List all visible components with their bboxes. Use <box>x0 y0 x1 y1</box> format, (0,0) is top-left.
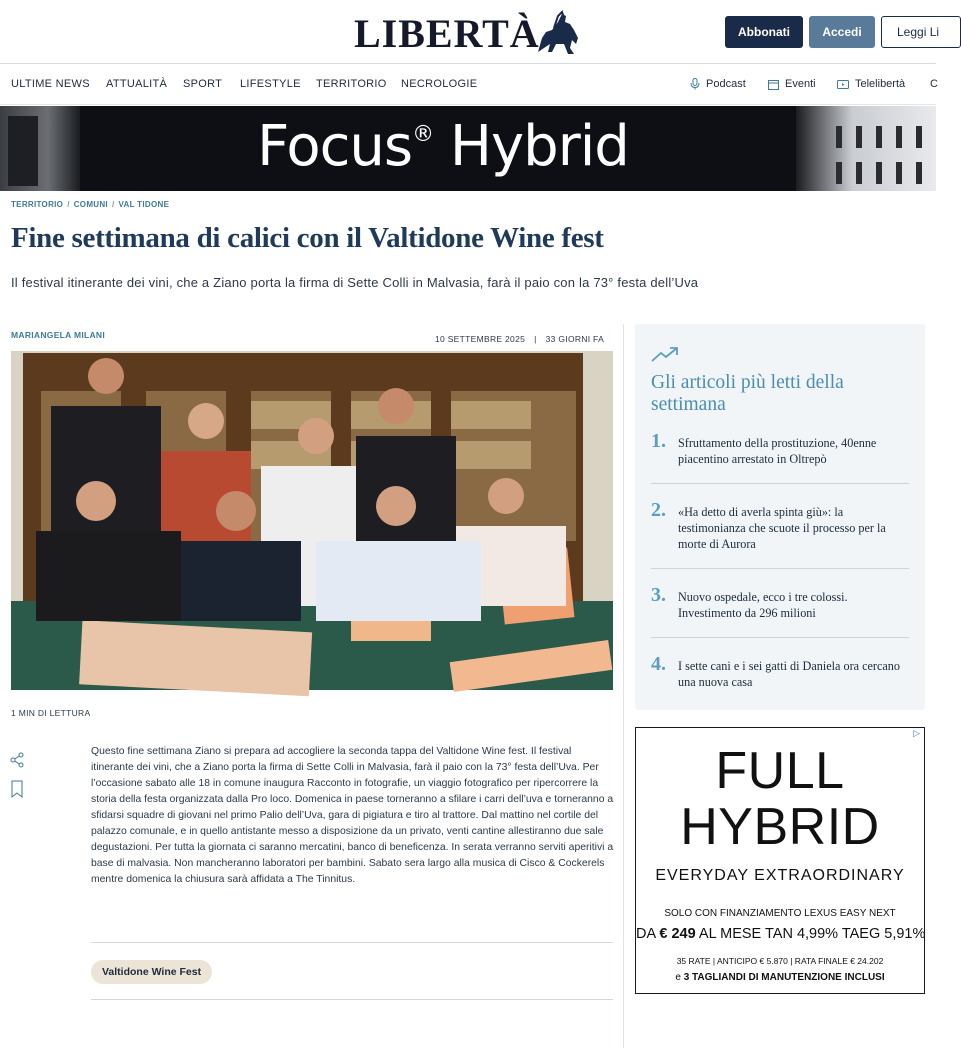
ad-tagline: EVERYDAY EXTRAORDINARY <box>655 867 905 884</box>
most-read-link[interactable]: Sfruttamento della prostituzione, 40enne piacentino arrestato in Oltrepò <box>678 436 877 466</box>
divider <box>91 999 613 1000</box>
read-edition-button[interactable]: Leggi Li <box>881 16 961 48</box>
breadcrumb-val-tidone[interactable]: VAL TIDONE <box>118 200 170 209</box>
most-read-number: 3. <box>651 584 666 606</box>
nav-teleliberta[interactable] <box>837 78 905 90</box>
bookmark-icon[interactable] <box>10 780 24 803</box>
nav-item-lifestyle[interactable]: LIFESTYLE <box>240 78 301 90</box>
subscribe-button[interactable]: Abbonati <box>725 16 803 48</box>
most-read-number: 2. <box>651 499 666 521</box>
divider <box>651 483 909 484</box>
article-date: 10 SETTEMBRE 2025 <box>435 334 526 344</box>
site-header <box>0 0 940 64</box>
column-divider <box>623 324 624 1048</box>
nav-podcast-label: Podcast <box>706 78 746 90</box>
login-button[interactable]: Accedi <box>809 16 875 48</box>
article-body: Questo fine settimana Ziano si prepara ad accogliere la seconda tappa del Valtidone Wine fest. Il festival itinerante dei vini, che a Ziano porta la firma di Sette Colli in Malvasia, farà il paio con la 73° festa dell’Uva. Per l’occasione sabato alle 18 in comune inaugura Racconto in fotografie, un viaggio fotografico per ripercorrere la storia della festa organizzata dalla Pro loco. Domenica in paese torneranno a sfilare i carri dell’uva e torneranno a sfidarsi squadre di giovani nel primo Palio dell’Uva, gara di pigiatura e tiro al trattore. Dal mattino nel cortile del palazzo comunale, e in quello antistante messo a disposizione da un privato, venti cantine allestiranno due sale degustazioni. Per tutta la giornata ci saranno mercatini, banco di beneficenza. In serata verranno serviti aperitivi a base di malvasia. Non mancheranno laboratori per bambini. Sabato sera largo alla musica di Cisco & Cockerels mentre domenica la chiusura sarà affidata a The Tinnitus. <box>91 746 614 885</box>
ad-price: DA € 249 AL MESE TAN 4,99% TAEG 5,91% <box>636 926 926 942</box>
most-read-link[interactable]: «Ha detto di averla spinta giù»: la testimonianza che scuote il processo per la morte di Aurora <box>678 505 886 551</box>
microphone-icon <box>690 78 700 90</box>
nav-podcast[interactable] <box>690 78 746 90</box>
trending-up-icon <box>651 346 679 367</box>
nav-eventi[interactable] <box>768 78 816 90</box>
calendar-icon <box>768 79 779 90</box>
ad-financing: SOLO CON FINANZIAMENTO LEXUS EASY NEXT <box>664 908 896 919</box>
breadcrumb-comuni[interactable]: COMUNI <box>73 200 108 209</box>
nav-item-ultime-news[interactable]: ULTIME NEWS <box>11 78 90 90</box>
ad-line-full: FULL <box>715 742 845 800</box>
breadcrumb: TERRITORIO / COMUNI / VAL TIDONE <box>11 200 170 209</box>
article-subtitle: Il festival itinerante dei vini, che a Ziano porta la firma di Sette Colli in Malvasia, farà il paio con la 73° festa dell’Uva <box>11 275 699 290</box>
breadcrumb-territorio[interactable]: TERRITORIO <box>11 200 64 209</box>
ad-service: e 3 TAGLIANDI DI MANUTENZIONE INCLUSI <box>675 972 885 983</box>
nav-eventi-label: Eventi <box>785 78 816 90</box>
divider <box>91 942 613 943</box>
article-date-line: 10 SETTEMBRE 2025 | 33 GIORNI FA <box>435 334 605 344</box>
article-author[interactable]: MARIANGELA MILANI <box>11 330 106 340</box>
most-read-title: Gli articoli più letti della settimana <box>651 372 844 415</box>
divider <box>651 637 909 638</box>
article-photo-image <box>11 351 613 690</box>
sidebar-ad[interactable] <box>635 727 925 994</box>
adchoices-icon[interactable]: ▷ <box>913 728 920 738</box>
most-read-link[interactable]: I sette cani e i sei gatti di Daniela ora cercano una nuova casa <box>678 659 900 689</box>
ad-rates: 35 RATE | ANTICIPO € 5.870 | RATA FINALE € 24.202 <box>676 956 884 966</box>
horse-rider-icon <box>532 8 582 58</box>
main-nav <box>0 65 939 105</box>
nav-item-necrologie[interactable]: NECROLOGIE <box>401 78 478 90</box>
article-title: Fine settimana di calici con il Valtidone Wine fest <box>11 222 604 254</box>
top-banner-ad[interactable] <box>0 106 936 191</box>
most-read-number: 1. <box>651 430 666 452</box>
nav-item-attualita[interactable]: ATTUALITÀ <box>106 78 168 90</box>
article-tag[interactable]: Valtidone Wine Fest <box>91 960 212 984</box>
article-ago: 33 GIORNI FA <box>545 334 605 344</box>
read-time: 1 MIN DI LETTURA <box>11 708 91 718</box>
banner-headline: Focus® Hybrid <box>257 114 629 179</box>
most-read-link[interactable]: Nuovo ospedale, ecco i tre colossi. Investimento da 296 milioni <box>678 590 848 620</box>
article-photo[interactable] <box>11 351 613 690</box>
site-logo[interactable] <box>354 10 582 56</box>
tv-icon <box>837 79 849 90</box>
share-icon[interactable] <box>10 752 24 773</box>
most-read-number: 4. <box>651 653 666 675</box>
nav-teleliberta-label: Telelibertà <box>855 78 906 90</box>
ad-line-hybrid: HYBRID <box>680 798 880 856</box>
nav-item-territorio[interactable]: TERRITORIO <box>316 78 387 90</box>
nav-item-sport[interactable]: SPORT <box>183 78 223 90</box>
divider <box>651 568 909 569</box>
nav-item-partial[interactable]: C <box>930 78 939 90</box>
logo-text: LIBERTÀ <box>354 10 540 56</box>
